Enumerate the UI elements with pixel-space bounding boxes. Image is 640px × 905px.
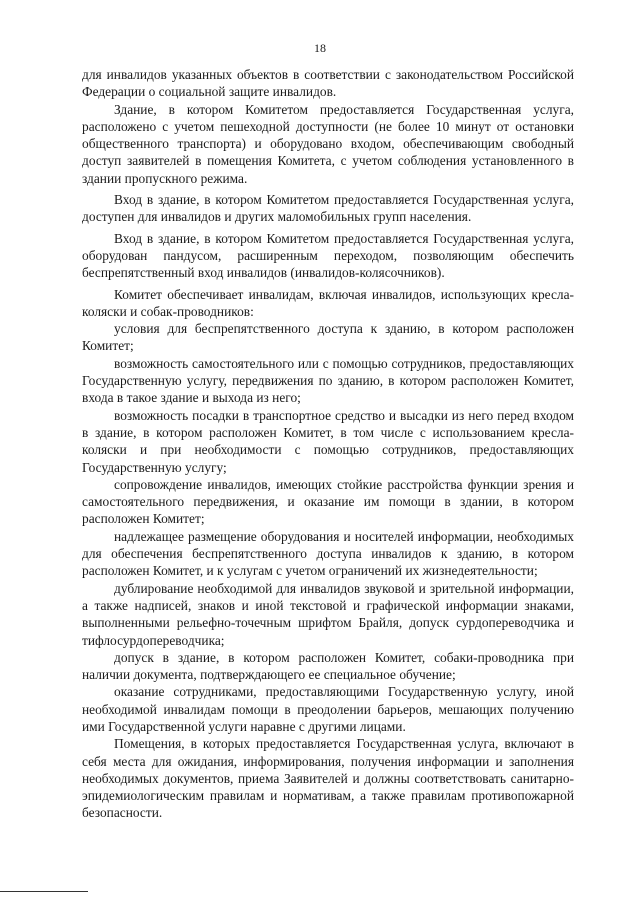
paragraph: возможность посадки в транспортное средство и высадки из него перед входом в здание, в котором расположен Комитет, в том числе с использованием кресла-коляски и при необходимости с помощью сотрудников, предоставляющих Государственную услугу; bbox=[82, 407, 574, 475]
page-number: 18 bbox=[314, 41, 326, 55]
paragraph: Комитет обеспечивает инвалидам, включая инвалидов, использующих кресла-коляски и собак-проводников: bbox=[82, 286, 574, 319]
paragraph: Вход в здание, в котором Комитетом предоставляется Государственная услуга, оборудован пандусом, расширенным переходом, позволяющим обеспечить беспрепятственный вход инвалидов (инвалидов-колясочников). bbox=[82, 230, 574, 281]
paragraph: для инвалидов указанных объектов в соответствии с законодательством Российской Федерации о социальной защите инвалидов. bbox=[82, 67, 574, 100]
paragraph: возможность самостоятельного или с помощью сотрудников, предоставляющих Государственную услугу, передвижения по зданию, в котором расположен Комитет, входа в такое здание и выхода из него; bbox=[82, 355, 574, 406]
paragraph: условия для беспрепятственного доступа к зданию, в котором расположен Комитет; bbox=[82, 321, 574, 354]
paragraph: надлежащее размещение оборудования и носителей информации, необходимых для обеспечения беспрепятственного доступа инвалидов к зданию, в котором расположен Комитет, и к услугам с учетом ограничений их жизнедеятельности; bbox=[82, 528, 574, 579]
footer-rule bbox=[0, 891, 88, 892]
body-text bbox=[82, 66, 574, 822]
paragraph: допуск в здание, в котором расположен Комитет, собаки-проводника при наличии документа, подтверждающего ее специальное обучение; bbox=[82, 649, 574, 683]
paragraph: оказание сотрудниками, предоставляющими Государственную услугу, иной необходимой инвалидам помощи в преодолении барьеров, мешающих получению ими Государственной услуги наравне с другими лицами. bbox=[82, 684, 574, 734]
paragraph: Здание, в котором Комитетом предоставляется Государственная услуга, расположено с учетом пешеходной доступности (не более 10 минут от остановки общественного транспорта) и оборудовано входом, обеспечивающим свободный доступ заявителей в помещения Комитета, с учетом соблюдения установленного в здании пропускного режима. bbox=[82, 101, 574, 186]
paragraph: дублирование необходимой для инвалидов звуковой и зрительной информации, а также надписей, знаков и иной текстовой и графической информации знаками, выполненными рельефно-точечным шрифтом Брайля, допуск сурдопереводчика и тифлосурдопереводчика; bbox=[82, 580, 574, 648]
paragraph: сопровождение инвалидов, имеющих стойкие расстройства функции зрения и самостоятельного передвижения, и оказание им помощи в здании, в котором расположен Комитет; bbox=[82, 476, 574, 527]
paragraph: Помещения, в которых предоставляется Государственная услуга, включают в себя места для ожидания, информирования, получения информации и заполнения необходимых документов, приема Заявителей и должны соответствовать санитарно-эпидемиологическим правилам и нормативам, а также правилам противопожарной безопасности. bbox=[82, 736, 574, 821]
paragraph: Вход в здание, в котором Комитетом предоставляется Государственная услуга, доступен для инвалидов и других маломобильных групп населения. bbox=[82, 192, 574, 225]
